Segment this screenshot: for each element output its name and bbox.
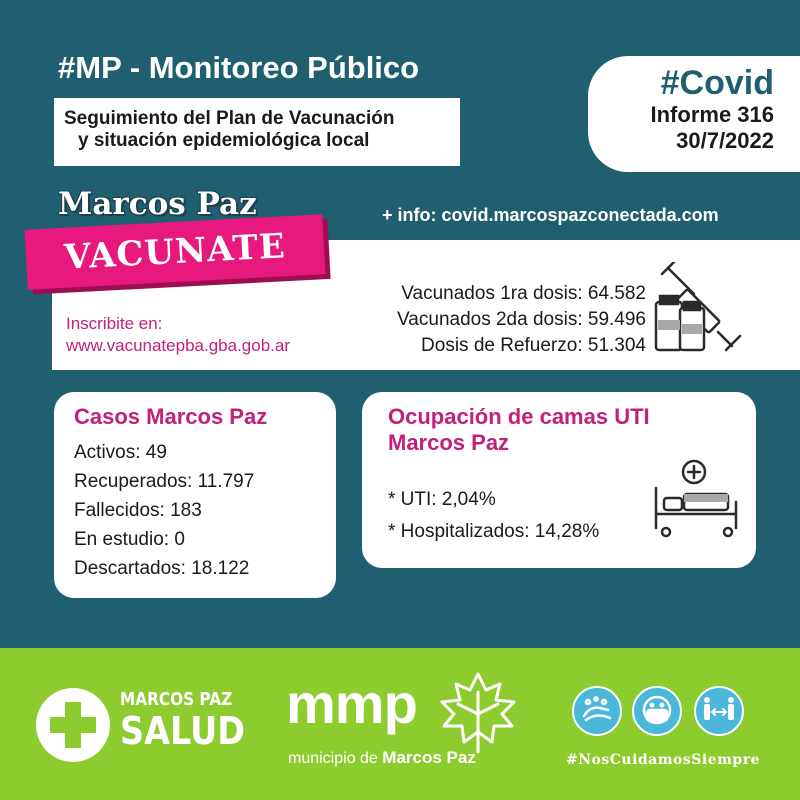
salud-top: MARCOS PAZ — [120, 689, 233, 710]
hand-washing-icon — [572, 686, 622, 736]
report-badge — [588, 56, 800, 172]
mmp-logo: mmp — [286, 672, 417, 735]
beds-title-line-2: Marcos Paz — [388, 430, 510, 455]
vacunate-text: VACUNATE — [63, 226, 287, 278]
report-date: 30/7/2022 — [676, 128, 774, 153]
vaccination-row: Dosis de Refuerzo: 51.304 — [421, 335, 646, 356]
list-item: Activos: 49 — [74, 442, 167, 463]
campaign-title: Marcos Paz — [58, 186, 257, 222]
salud-bottom: SALUD — [120, 709, 246, 753]
mmp-sub-name: Marcos Paz — [382, 748, 476, 767]
subtitle-box — [54, 98, 460, 166]
footer — [0, 648, 800, 800]
register-label: Inscribite en: — [66, 314, 163, 333]
beds-list — [388, 484, 599, 548]
mmp-subtitle — [288, 748, 476, 768]
list-item: En estudio: 0 — [74, 529, 185, 550]
list-item: Recuperados: 11.797 — [74, 471, 255, 492]
health-cross-icon — [36, 688, 110, 762]
face-mask-icon — [632, 686, 682, 736]
beds-card — [362, 392, 756, 568]
vaccination-row: Vacunados 2da dosis: 59.496 — [397, 309, 646, 330]
vaccination-row: Vacunados 1ra dosis: 64.582 — [401, 283, 646, 304]
leaf-icon — [436, 670, 520, 754]
list-item: Fallecidos: 183 — [74, 500, 202, 521]
subtitle-line-1: Seguimiento del Plan de Vacunación — [64, 108, 395, 129]
vaccine-syringe-icon — [650, 262, 750, 358]
hospital-bed-icon — [650, 458, 744, 540]
report-number: Informe 316 — [650, 102, 774, 127]
subtitle-line-2: y situación epidemiológica local — [78, 130, 370, 151]
cases-title: Casos Marcos Paz — [74, 404, 268, 429]
register-url[interactable]: www.vacunatepba.gba.gob.ar — [66, 336, 290, 355]
list-item: * UTI: 2,04% — [388, 489, 496, 510]
vaccination-stats — [397, 281, 646, 359]
cases-list — [74, 438, 336, 583]
cases-card — [54, 392, 336, 598]
register-info — [66, 313, 290, 357]
info-link[interactable]: + info: covid.marcospazconectada.com — [382, 205, 719, 225]
list-item: Descartados: 18.122 — [74, 558, 250, 579]
salud-logo-text — [120, 690, 262, 752]
social-distance-icon — [694, 686, 744, 736]
list-item: * Hospitalizados: 14,28% — [388, 521, 600, 542]
hashtag: #NosCuidamosSiempre — [566, 752, 761, 768]
page-title: #MP - Monitoreo Público — [58, 50, 420, 85]
beds-title-line-1: Ocupación de camas UTI — [388, 404, 650, 429]
covid-tag: #Covid — [660, 64, 774, 102]
mmp-sub-prefix: municipio de — [288, 750, 378, 767]
